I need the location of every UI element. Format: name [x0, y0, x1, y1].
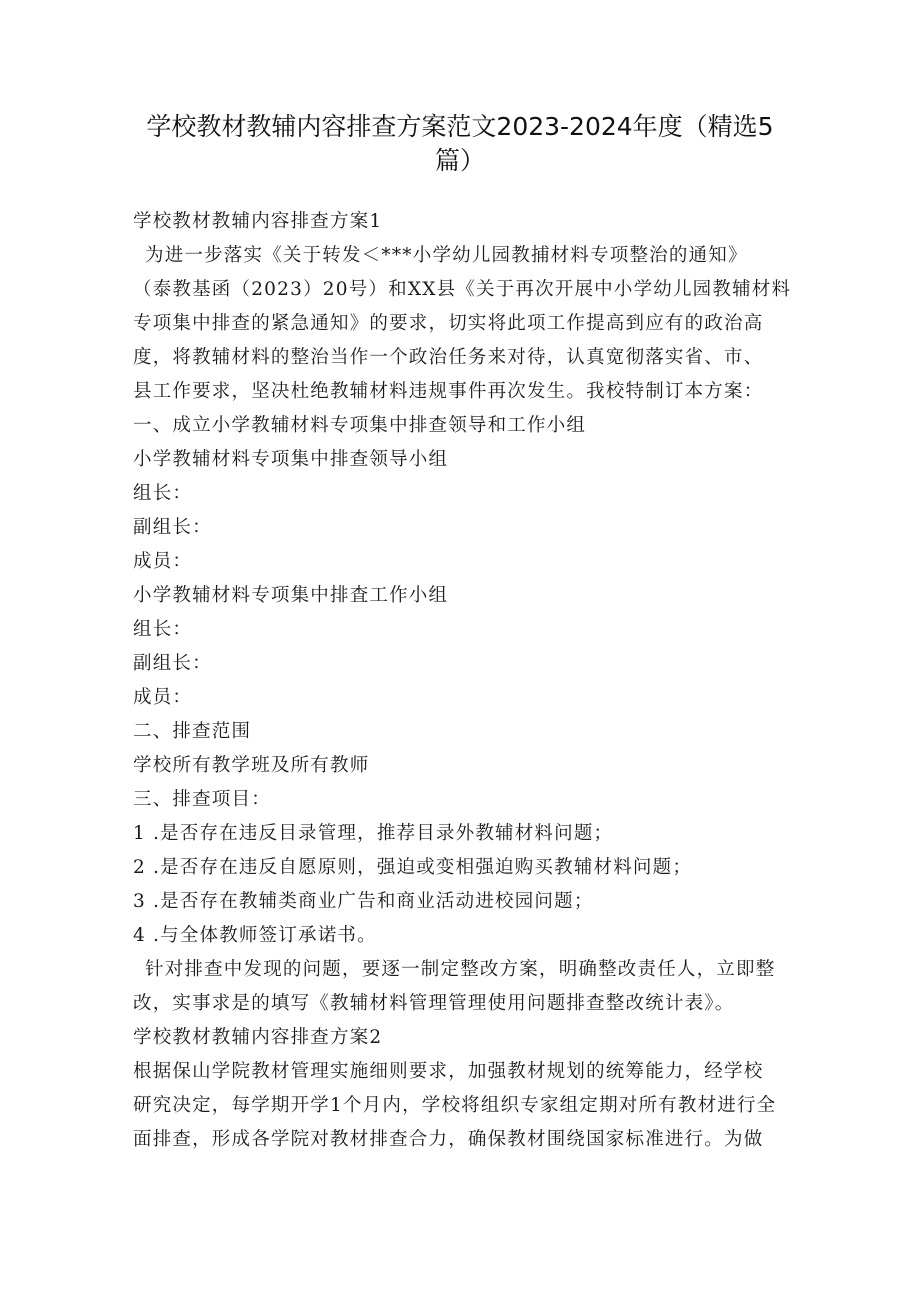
paragraph-line: 4 .与全体教师签订承诺书。 — [133, 925, 377, 946]
paragraph-line: 改，实事求是的填写《教辅材料管理管理使用问题排查整改统计表》。 — [133, 993, 735, 1014]
paragraph-line: 学校所有教学班及所有教师 — [133, 755, 370, 776]
paragraph-line: 1 .是否存在违反目录管理，推荐目录外教辅材料问题； — [133, 823, 614, 844]
paragraph-line: 成员： — [133, 687, 193, 708]
paragraph-line: 2 .是否存在违反自愿原则，强迫或变相强迫购买教辅材料问题； — [133, 857, 693, 878]
paragraph-line: 一、成立小学教辅材料专项集中排查领导和工作小组 — [133, 415, 587, 436]
paragraph-line: 度，将教辅材料的整治当作一个政治任务来对待，认真宽彻落实省、市、 — [133, 347, 764, 368]
paragraph-line: 为进一步落实《关于转发＜***小学幼儿园教捕材料专项整治的通知》 — [145, 245, 748, 266]
paragraph-line: 组长： — [133, 619, 193, 640]
paragraph-line: 针对排查中发现的问题，要逐一制定整改方案，明确整改责任人，立即整 — [145, 959, 776, 980]
paragraph-line: 副组长： — [133, 653, 212, 674]
paragraph-line: （泰教基函（2023）20号）和XX县《关于再次开展中小学幼儿园教辅材料 — [133, 279, 792, 300]
paragraph-line: 小学教辅材料专项集中排査工作小组 — [133, 585, 449, 606]
paragraph-line: 成员： — [133, 551, 193, 572]
paragraph-line: 二、排查范围 — [133, 721, 252, 742]
paragraph-line: 研究决定，每学期开学1个月内，学校将组织专家组定期对所有教材进行全 — [133, 1095, 777, 1116]
paragraph-line: 小学教辅材料专项集中排查领导小组 — [133, 449, 449, 470]
document-title-line-1: 学校教材教辅内容排查方案范文2023-2024年度（精选5 — [146, 112, 774, 141]
paragraph-line: 专项集中排查的紧急通知》的要求，切实将此项工作提高到应有的政治高 — [133, 313, 764, 334]
paragraph-line: 副组长： — [133, 517, 212, 538]
paragraph-line: 面排查，形成各学院对教材排查合力，确保教材围绕国家标准进行。为做 — [133, 1129, 764, 1150]
paragraph-line: 组长： — [133, 483, 193, 504]
section-heading: 学校教材教辅内容排查方案1 — [133, 211, 383, 232]
paragraph-line: 根据保山学院教材管理实施细则要求，加强教材规划的统筹能力，经学校 — [133, 1061, 764, 1082]
paragraph-line: 三、排查项目： — [133, 789, 271, 810]
document-title-line-2: 篇） — [434, 146, 485, 175]
paragraph-line: 3 .是否存在教辅类商业广告和商业活动进校园问题； — [133, 891, 594, 912]
section-heading: 学校教材教辅内容排查方案2 — [133, 1027, 383, 1048]
paragraph-line: 县工作要求，坚决杜绝教辅材料违规事件再次发生。我校特制订本方案： — [133, 381, 764, 402]
